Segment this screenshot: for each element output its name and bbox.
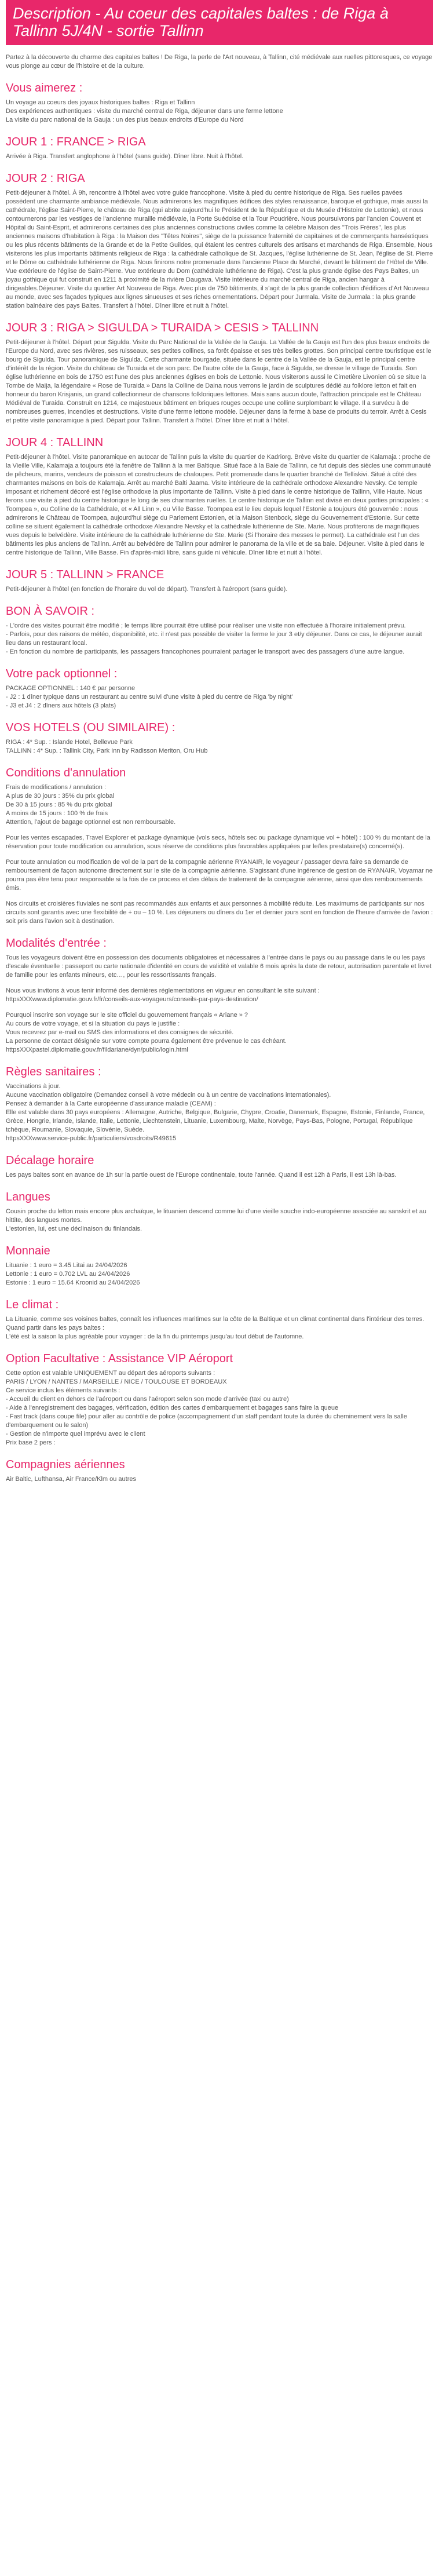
day-heading-4: JOUR 4 : TALLINN xyxy=(6,436,104,449)
section-heading-option: Option Facultative : Assistance VIP Aéroport xyxy=(6,1352,233,1365)
list-item: La visite du parc national de la Gauja : un des plus beaux endroits d'Europe du Nord xyxy=(6,116,244,123)
paragraph: La Lituanie, comme ses voisines baltes, connaît les influences maritimes sur la côte de la Baltique et un climat continental dans l'intérieur des terres. Quand partir dans les pays baltes : L'été est la saison la plus agréable pour voyager : de la fin du printemps jusqu'au tout début de l'automne. xyxy=(6,1316,425,1340)
list-item: - En fonction du nombre de participants, les passagers francophones pourraient partager le transport avec des passagers d'une autre langue. xyxy=(6,648,405,655)
paragraph: Pour les ventes escapades, Travel Explorer et package dynamique (vols secs, hôtels sec ou package dynamique vol + hôtel) : 100 % du montant de la réservation pour toute modification ou annulation, sous réserve de conditions plus favorables appliquées par le/les prestataire(s) concerné(s). xyxy=(6,834,430,850)
paragraph: Tous les voyageurs doivent être en possession des documents obligatoires et nécessaires à l'entrée dans le pays ou au passage dans le ou les pays d'escale éventuelle : passeport ou carte nationale d'identité en cours de validité et valable 6 mois après la date de retour, autorisation parentale et livret de famille pour les enfants mineurs, etc…, pour les ressortissants français. xyxy=(6,954,431,979)
day-text-5: Petit-déjeuner à l'hôtel (en fonction de l'horaire du vol de départ). Transfert à l'aéroport (sans guide). xyxy=(6,586,288,593)
page-title: Description - Au coeur des capitales baltes : de Riga à Tallinn 5J/4N - sortie Tallinn xyxy=(6,0,433,45)
list-item: - J3 et J4 : 2 dîners aux hôtels (3 plats) xyxy=(6,702,116,709)
list-item: A moins de 15 jours : 100 % de frais xyxy=(6,810,108,817)
list-item: Un voyage au coeurs des joyaux historiques baltes : Riga et Tallinn xyxy=(6,99,195,106)
day-heading-3: JOUR 3 : RIGA > SIGULDA > TURAIDA > CESIS > TALLINN xyxy=(6,322,319,334)
day-heading-1: JOUR 1 : FRANCE > RIGA xyxy=(6,136,146,148)
list-item: PACKAGE OPTIONNEL : 140 € par personne xyxy=(6,685,136,692)
paragraph: Vaccinations à jour. Aucune vaccination obligatoire (Demandez conseil à votre médecin ou à un centre de vaccinations internationales). Pensez à demander à la Carte européenne d'assurance maladie (CEAM) : Elle est valable dans 30 pays européens : Allemagne, Autriche, Belgique, Bulgarie, Chypre, Croatie, Danemark, Espagne, Estonie, Finlande, France, Grèce, Hongrie, Irlande, Islande, Italie, Lettonie, Liechtenstein, Lituanie, Luxembourg, Malte, Norvège, Pays-Bas, Pologne, Portugal, République tchèque, Roumanie, Slovaquie, Slovénie, Suède. httpsXXXwww.service-public.fr/particuliers/vosdroits/R49615 xyxy=(6,1083,425,1142)
section-heading-conditions: Conditions d'annulation xyxy=(6,767,126,779)
list-item: A plus de 30 jours : 35% du prix global xyxy=(6,793,115,800)
list-item: De 30 à 15 jours : 85 % du prix global xyxy=(6,801,112,808)
section-heading-vous-aimerez: Vous aimerez : xyxy=(6,82,83,94)
list-item: Lettonie : 1 euro = 0.702 LVL au 24/04/2026 xyxy=(6,1271,130,1278)
paragraph: Les pays baltes sont en avance de 1h sur la partie ouest de l'Europe continentale, toute l'année. Quand il est 12h à Paris, il est 13h là-bas. xyxy=(6,1172,397,1178)
section-heading-langues: Langues xyxy=(6,1191,50,1203)
intro-text: Partez à la découverte du charme des capitales baltes ! De Riga, la perle de l'Art nouveau, à Tallinn, cité médiévale aux ruelles pittoresques, ce voyage vous plonge au cœur de l'histoire et de la culture. xyxy=(6,54,433,70)
list-item: Estonie : 1 euro = 15.64 Kroonid au 24/04/2026 xyxy=(6,1279,140,1286)
section-heading-sanitaires: Règles sanitaires : xyxy=(6,1066,101,1078)
paragraph: Air Baltic, Lufthansa, Air France/Klm ou autres xyxy=(6,1476,136,1483)
paragraph: Pourquoi inscrire son voyage sur le site officiel du gouvernement français « Ariane » ? Au cours de votre voyage, et si la situation du pays le justifie : Vous recevrez par e-mail ou SMS des informations et des consignes de sécurité. La personne de contact désignée sur votre compte pourra également être prévenue le cas échéant. httpsXXXpastel.diplomatie.gouv.fr/fildariane/dyn/public/login.html xyxy=(6,1012,287,1053)
list-item: Frais de modifications / annulation : xyxy=(6,784,107,791)
list-item: Des expériences authentiques : visite du marché central de Riga, déjeuner dans une ferme lettone xyxy=(6,108,283,115)
list-item: Attention, l'ajout de bagage optionnel est non remboursable. xyxy=(6,819,176,826)
paragraph: Cette option est valable UNIQUEMENT au départ des aéroports suivants : PARIS / LYON / NANTES / MARSEILLE / NICE / TOULOUSE ET BORDEAUX Ce service inclus les éléments suivants : - Accueil du client en dehors de l'aéroport ou dans l'aéroport selon son mode d'arrivée (taxi ou autre) - Aide à l'enregistrement des bagages, vérification, édition des cartes d'embarquement et bagages sans faire la queue - Fast track (dans coupe file) pour aller au contrôle de police (accompagnement d'un staff pendant toute la durée du cheminement vers la salle d'embarquement ou le salon) - Gestion de n'importe quel imprévu avec le client Prix base 2 pers : xyxy=(6,1370,407,1446)
day-text-2: Petit-déjeuner à l'hôtel. À 9h, rencontre à l'hôtel avec votre guide francophone. Visite à pied du centre historique de Riga. Ses ruelles pavées possèdent une charmante ambiance médiévale. Nous admirerons les magnifiques édifices des styles renaissance, baroque et gothique, mais aussi la cathédrale, l'église Saint-Pierre, le château de Riga (qui abrite aujourd'hui le Président de la République et du Musée d'Histoire de Lettonie), et nous contournerons par les vestiges de l'ancienne muraille médiévale, la Porte Suédoise et la Tour Poudrière. Nous poursuivrons par l'ancien Couvent et Hôpital du Saint-Esprit, et admirerons certaines des plus anciennes constructions civiles comme la célèbre Maison des "Trois Frères", les plus anciennes maisons d'habitation à Riga : la Maison des "Têtes Noires", siège de la puissance fraternité de capitaines et de commerçants hanséatiques ou les plus récents bâtiments de la Grande et de la Petite Guildes, qui étaient les centres culturels des artisans et marchands de Riga. Ensemble, Nous visiterons les plus importants bâtiments religieux de Riga : la cathédrale catholique de St. Jacques, l'église luthérienne de St. Jean, l'église de St. Pierre et le Dôme ou cathédrale luthérienne de Riga. Nous finirons notre promenade dans l'ancienne Place du Marché, devant le bâtiment de l'Hôtel de Ville. Vue extérieure de l'église de Saint-Pierre. Vue extérieure du Dom (cathédrale luthérienne de Riga). C'est la plus grande église des Pays Baltes, un joyau gothique qui fut construit en 1211 à proximité de la rivière Daugava. Visite intérieure du marché central de Riga, ancien hangar à dirigeables.Déjeuner. Visite du quartier Art Nouveau de Riga. Avec plus de 750 bâtiments, il s'agit de la plus grande collection d'édifices d'Art Nouveau au monde, avec ses façades typiques aux lignes sinueuses et ses riches ornementations. Départ pour Jurmala. Visite de Jurmala : la plus grande station balnéaire des pays Baltes. Transfert à l'hôtel. Dîner libre et nuit à l'hôtel. xyxy=(6,189,433,309)
paragraph: Nous vous invitons à vous tenir informé des dernières réglementations en vigueur en consultant le site suivant : httpsXXXwww.diplomatie.gouv.fr/fr/conseils-aux-voyageurs/conseils-par-pays-destination/ xyxy=(6,987,320,1003)
day-text-3: Petit-déjeuner à l'hôtel. Départ pour Sigulda. Visite du Parc National de la Vallée de la Gauja. La Vallée de la Gauja est l'un des plus beaux endroits de l'Europe du Nord, avec ses rivières, ses ruisseaux, ses petites collines, sa forêt épaisse et ses très belles grottes. Son principal centre touristique est le bourg de Sigulda. Tour panoramique de Sigulda. Cette charmante bourgade, située dans le centre de la Vallée de la Gauja, est le principal centre d'intérêt de la région. Visite du château de Turaida et de son parc. De l'autre côte de la Gauja, face à Sigulda, se dresse le village de Turaida. Son église luthérienne en bois de 1750 est l'une des plus anciennes églises en bois de Lettonie. Nous visiterons aussi le Cimetière Livonien où se situe la Tombe de Maija, la légendaire « Rose de Turaida » Dans la Colline de Daina nous verrons le jardin de sculptures dédié au folklore letton et fait en honneur du baron Krisjanis, un grand collectionneur de chansons folkloriques lettones. Mais sans aucun doute, l'attraction principale est le Château Médiéval de Turaida. Construit en 1214, ce majestueux bâtiment en briques rouges occupe une colline surplombant le village. Il a survécu à de nombreuses guerres, incendies et destructions. Visite d'une ferme lettone modèle. Déjeuner dans la ferme à base de produits du terroir. Arrêt à Cesis et petite visite panoramique à pied. Départ pour Tallinn. Transfert à l'hôtel. Dîner libre et nuit à l'hôtel. xyxy=(6,339,431,424)
day-text-1: Arrivée à Riga. Transfert anglophone à l'hôtel (sans guide). Dîner libre. Nuit à l'hôtel. xyxy=(6,153,244,160)
list-item: - L'ordre des visites pourrait être modifié ; le temps libre pourrait être utilisé pour réaliser une visite non effectuée à l'horaire initialement prévu. xyxy=(6,622,406,629)
day-heading-2: JOUR 2 : RIGA xyxy=(6,172,85,185)
day-text-4: Petit-déjeuner à l'hôtel. Visite panoramique en autocar de Tallinn puis la visite du quartier de Kadriorg. Brève visite du quartier de Kalamaja : proche de la Vieille Ville, Kalamaja a toujours été la fenêtre de Tallinn à la mer Baltique. Situé face à la Baie de Tallinn, ce fut depuis des siècles une communauté de pêcheurs, marins, vendeurs de poisson et constructeurs de chaloupes. Petit promenade dans le quartier branché de Telliskivi. Situé à côté des charmantes maisons en bois de Kalamaja. Arrêt au marché Balti Jaama. Visite intérieure de la cathédrale orthodoxe Alexandre Nevsky. Ce temple imposant et richement décoré est l'église orthodoxe la plus importante de Tallinn. Visite à pied dans le centre historique de Tallinn, Ville Haute. Nous ferons une visite à pied du centre historique le long de ses charmantes ruelles. Le centre historique de Tallinn est divisé en deux parties principales : « Toompea », ou Colline de la Cathédrale, et « All Linn », ou Ville Basse. Toompea est le lieu depuis lequel l'Estonie a toujours été gouvernée : nous admirerons le Château de Toompea, aujourd'hui siège du Parlement Estonien, et la Maison Stenbock, siège du Gouvernement d'Estonie. Sur cette colline se situent également la cathédrale orthodoxe Alexandre Nevsky et la cathédrale luthérienne de Ste. Marie. Nous profiterons de magnifiques vues depuis le belvédère. Visite intérieure de la cathédrale luthérienne de Ste. Marie (Si l'horaire des messes le permet). La cathédrale est l'un des bâtiments les plus anciens de Tallinn. Arrêt au belvédère de Tallinn pour admirer le panorama de la ville et de sa baie. Déjeuner. Visite à pied dans le centre historique de Tallinn, Ville Basse. Fin d'après-midi libre, sans guide ni véhicule. Dîner libre et nuit à l'hôtel. xyxy=(6,454,431,556)
paragraph: Nos circuits et croisières fluviales ne sont pas recommandés aux enfants et aux personnes à mobilité réduite. Les maximums de participants sur nos circuits sont garantis avec une flexibilité de + ou – 10 %. Les déjeuners ou dîners du 1er et dernier jours sont en fonction de l'heure d'arrivée de l'avion : soit pris dans l'avion soit à destination. xyxy=(6,900,433,925)
list-item: Lituanie : 1 euro = 3.45 Litai au 24/04/2026 xyxy=(6,1262,127,1269)
paragraph: Cousin proche du letton mais encore plus archaïque, le lituanien descend comme lui d'une vieille souche indo-européenne associée au sanskrit et au hittite, des langues mortes. L'estonien, lui, est une déclinaison du finlandais. xyxy=(6,1208,427,1232)
section-heading-compagnies: Compagnies aériennes xyxy=(6,1458,125,1471)
list-item: - Parfois, pour des raisons de météo, disponibilité, etc. il n'est pas possible de visiter la ferme le jour 3 et/y déjeuner. Dans ce cas, le déjeuner aurait lieu dans un restaurant local. xyxy=(6,631,422,647)
paragraph: Pour toute annulation ou modification de vol de la part de la compagnie aérienne RYANAIR, le voyageur / passager devra faire sa demande de remboursement de façon autonome directement sur le site de la compagnie aérienne. S'agissant d'une ingérence de gestion de RYANAIR, Voyamar ne pourra pas être tenu pour responsable si la fois de ce process et des délais de traitement de la compagnie aérienne, ainsi que des remboursements émis. xyxy=(6,859,433,892)
list-item: - J2 : 1 dîner typique dans un restaurant au centre suivi d'une visite à pied du centre de Riga 'by night' xyxy=(6,694,293,700)
list-item: TALLINN : 4* Sup. : Tallink City, Park Inn by Radisson Meriton, Oru Hub xyxy=(6,747,208,754)
section-heading-hotels: VOS HOTELS (OU SIMILAIRE) : xyxy=(6,721,175,734)
day-heading-5: JOUR 5 : TALLINN > FRANCE xyxy=(6,568,164,581)
section-heading-climat: Le climat : xyxy=(6,1298,59,1311)
list-item: RIGA : 4* Sup. : Islande Hotel, Bellevue Park xyxy=(6,739,133,746)
section-heading-decalage: Décalage horaire xyxy=(6,1154,94,1167)
section-heading-bon-a-savoir: BON À SAVOIR : xyxy=(6,605,94,618)
vous-aimerez-list xyxy=(6,98,433,125)
section-heading-monnaie: Monnaie xyxy=(6,1245,50,1257)
section-heading-pack: Votre pack optionnel : xyxy=(6,667,118,680)
section-heading-modalites: Modalités d'entrée : xyxy=(6,937,107,950)
